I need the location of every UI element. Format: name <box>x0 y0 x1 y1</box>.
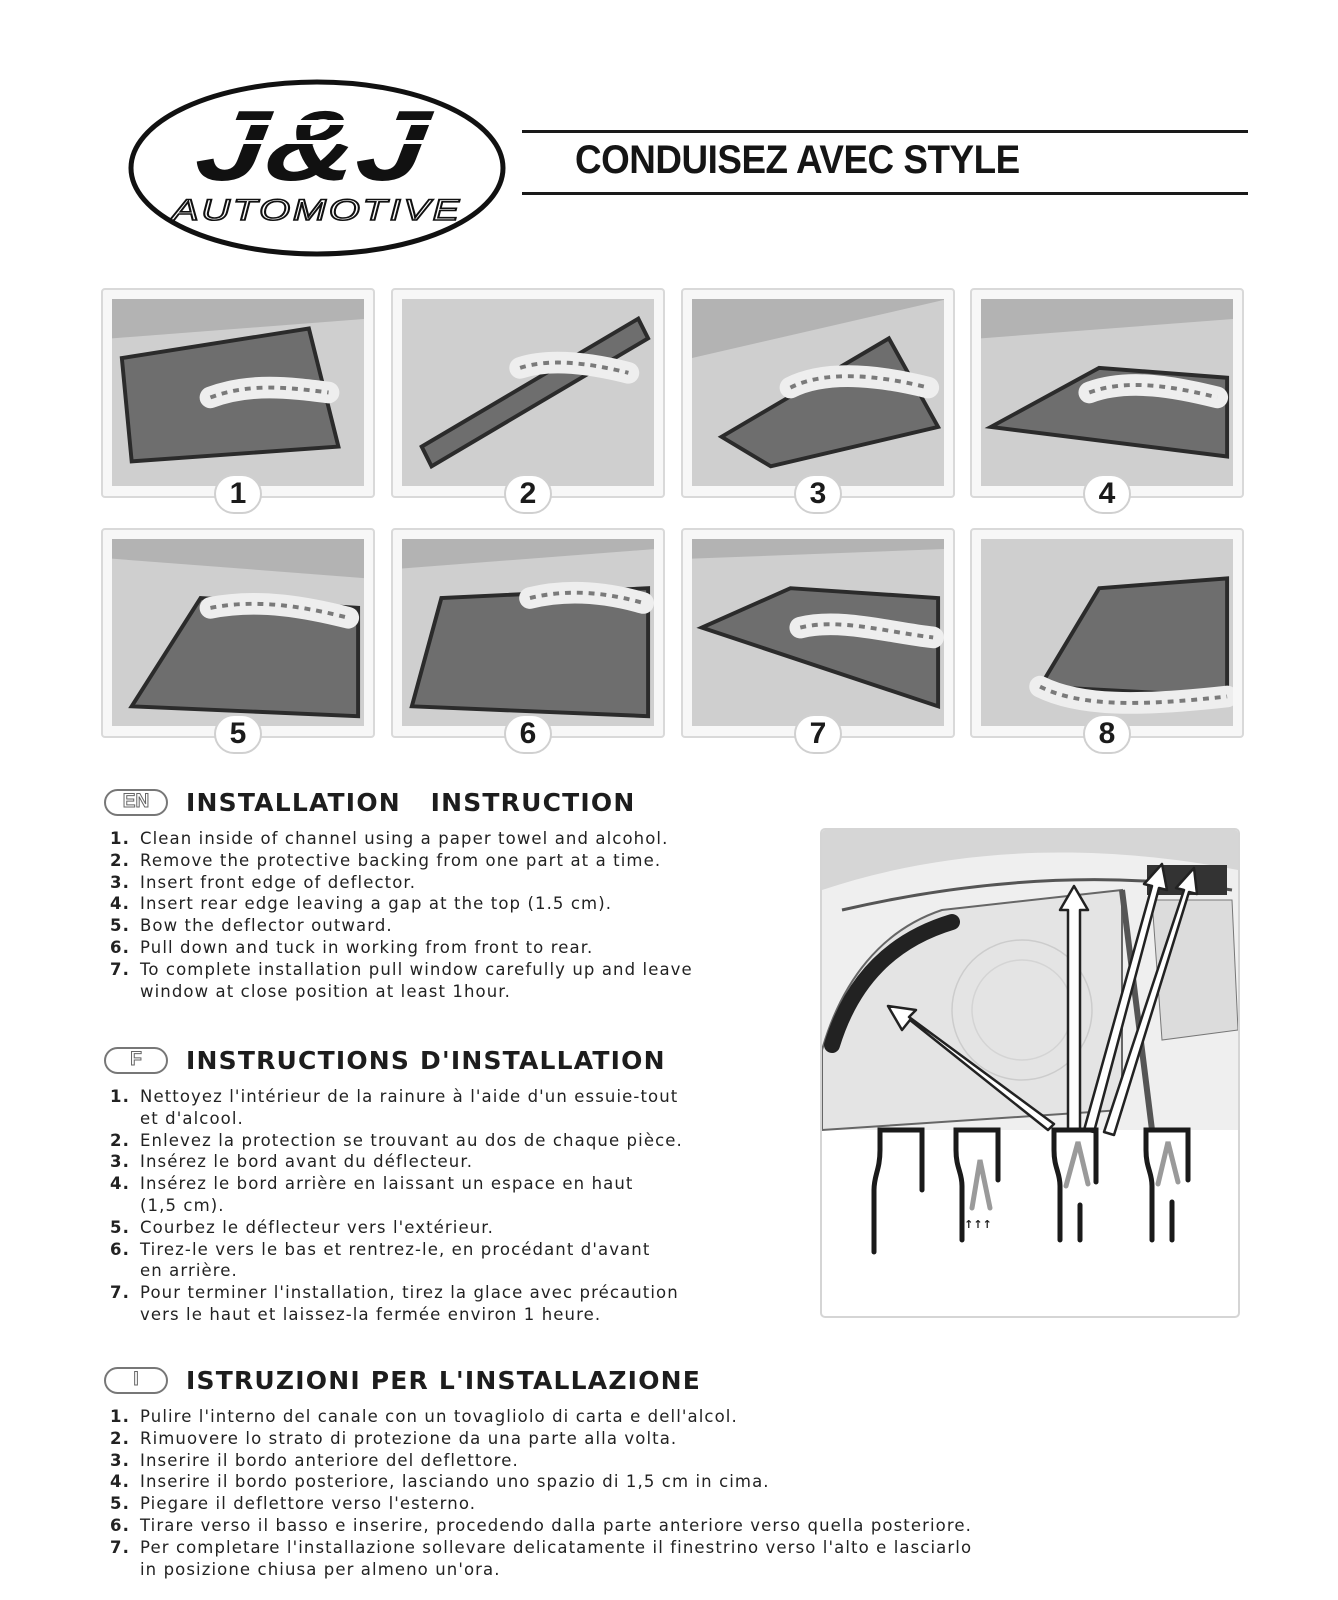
photo-clean-channel-icon <box>112 299 364 486</box>
step-number-badge: 4 <box>1083 474 1131 514</box>
section-title-fr: INSTRUCTIONS D'INSTALLATION <box>186 1045 666 1075</box>
step-number-badge: 2 <box>504 474 552 514</box>
step-item <box>110 1151 683 1173</box>
step-text: Insert front edge of deflector. <box>140 872 417 892</box>
step-number-badge: 1 <box>214 474 262 514</box>
step-text: Inserire il bordo anteriore del deflettore. <box>140 1450 519 1470</box>
step-text: Bow the deflector outward. <box>140 916 393 936</box>
diagram-drawing <box>822 830 1238 1316</box>
step-photo-1 <box>101 288 375 510</box>
section-english <box>104 784 693 1002</box>
step-number-badge: 6 <box>504 714 552 754</box>
step-number: 4. <box>110 1174 130 1194</box>
section-french <box>104 1042 683 1326</box>
step-item <box>110 893 693 915</box>
step-item <box>110 1537 972 1581</box>
step-item <box>110 1428 972 1450</box>
step-item <box>110 1086 683 1130</box>
step-number: 6. <box>110 1239 130 1259</box>
step-number: 3. <box>110 1152 130 1172</box>
step-text: Per completare l'installazione sollevare delicatamente il finestrino verso l'alto e lasciarlo in posizione chiusa per almeno un'ora. <box>140 1537 973 1579</box>
step-number: 7. <box>110 959 130 979</box>
photo-remove-backing-icon <box>402 299 654 486</box>
step-text: Clean inside of channel using a paper towel and alcohol. <box>140 829 669 848</box>
step-text: Enlevez la protection se trouvant au dos de chaque pièce. <box>140 1130 683 1150</box>
deflector-channel-diagram <box>820 828 1240 1318</box>
step-text: Tirare verso il basso e inserire, procedendo dalla parte anteriore verso quella posteriore. <box>140 1515 972 1535</box>
step-number: 2. <box>110 1428 130 1448</box>
photo-insert-rear-edge-icon <box>981 299 1233 486</box>
step-item <box>110 1493 972 1515</box>
step-text: Insérez le bord avant du déflecteur. <box>140 1152 474 1172</box>
step-photo-2 <box>391 288 665 510</box>
header-rule-top <box>522 130 1248 133</box>
header-rule-bottom <box>522 192 1248 195</box>
steps-list-fr <box>110 1086 683 1326</box>
step-number-badge: 7 <box>794 714 842 754</box>
step-number: 6. <box>110 1515 130 1535</box>
step-item <box>110 828 693 850</box>
diagram-push-arrows: ↑↑↑ <box>964 1218 992 1231</box>
step-item <box>110 1239 683 1283</box>
section-title-it: ISTRUZIONI PER L'INSTALLAZIONE <box>186 1365 702 1395</box>
step-photo-7 <box>681 528 955 750</box>
language-badge-it: I <box>104 1367 168 1394</box>
photo-finished-deflector-icon <box>981 539 1233 726</box>
photo-insert-front-edge-icon <box>692 299 944 486</box>
step-item <box>110 1406 972 1428</box>
step-text: Inserire il bordo posteriore, lasciando uno spazio di 1,5 cm in cima. <box>140 1472 770 1492</box>
logo-main-text: J&J <box>189 90 389 202</box>
step-number: 3. <box>110 872 130 892</box>
step-number-badge: 3 <box>794 474 842 514</box>
step-item <box>110 872 693 894</box>
step-photo-8 <box>970 528 1244 750</box>
section-italian <box>104 1362 972 1580</box>
photo-pull-down-tuck-icon <box>402 539 654 726</box>
step-photo-4 <box>970 288 1244 510</box>
step-item <box>110 1217 683 1239</box>
tagline: CONDUISEZ AVEC STYLE <box>575 138 1020 182</box>
step-item <box>110 915 693 937</box>
language-badge-fr: F <box>104 1047 168 1074</box>
step-photo-5 <box>101 528 375 750</box>
step-text: Insert rear edge leaving a gap at the top (1.5 cm). <box>140 894 613 914</box>
jj-automotive-logo <box>126 78 508 258</box>
step-number: 3. <box>110 1450 130 1470</box>
step-photo-3 <box>681 288 955 510</box>
step-number: 7. <box>110 1537 130 1557</box>
section-title-en: INSTALLATION INSTRUCTION <box>186 787 636 817</box>
step-text: To complete installation pull window carefully up and leave window at close position at least 1hour. <box>140 959 693 1001</box>
photo-bow-deflector-icon <box>112 539 364 726</box>
step-number: 5. <box>110 1217 130 1237</box>
step-item <box>110 1173 683 1217</box>
step-number: 5. <box>110 916 130 936</box>
step-item <box>110 1471 972 1493</box>
step-number: 4. <box>110 894 130 914</box>
step-item <box>110 850 693 872</box>
step-number: 2. <box>110 1130 130 1150</box>
step-text: Pulire l'interno del canale con un tovagliolo di carta e dell'alcol. <box>140 1407 738 1426</box>
step-item <box>110 1130 683 1152</box>
step-number-badge: 5 <box>214 714 262 754</box>
step-text: Nettoyez l'intérieur de la rainure à l'aide d'un essuie-tout et d'alcool. <box>140 1087 679 1128</box>
step-number: 4. <box>110 1472 130 1492</box>
step-text: Remove the protective backing from one part at a time. <box>140 850 662 870</box>
photo-close-window-icon <box>692 539 944 726</box>
step-text: Insérez le bord arrière en laissant un espace en haut (1,5 cm). <box>140 1174 634 1215</box>
steps-list-it <box>110 1406 972 1580</box>
steps-list-en <box>110 828 693 1002</box>
language-badge-en: EN <box>104 789 168 816</box>
step-photo-6 <box>391 528 665 750</box>
step-number: 6. <box>110 937 130 957</box>
step-number-badge: 8 <box>1083 714 1131 754</box>
step-number: 1. <box>110 829 130 848</box>
step-text: Tirez-le vers le bas et rentrez-le, en procédant d'avant en arrière. <box>140 1239 651 1281</box>
step-item <box>110 1515 972 1537</box>
step-item <box>110 1450 972 1472</box>
step-item <box>110 1282 683 1326</box>
step-text: Pour terminer l'installation, tirez la glace avec précaution vers le haut et laissez-la fermée environ 1 heure. <box>140 1283 679 1324</box>
step-number: 1. <box>110 1087 130 1106</box>
step-number: 7. <box>110 1283 130 1303</box>
step-item <box>110 959 693 1003</box>
step-text: Piegare il deflettore verso l'esterno. <box>140 1494 477 1514</box>
step-number: 1. <box>110 1407 130 1426</box>
step-text: Rimuovere lo strato di protezione da una parte alla volta. <box>140 1428 678 1448</box>
step-text: Pull down and tuck in working from front to rear. <box>140 937 594 957</box>
logo-sub-text: AUTOMOTIVE <box>169 194 462 227</box>
step-number: 2. <box>110 850 130 870</box>
step-text: Courbez le déflecteur vers l'extérieur. <box>140 1217 495 1237</box>
step-item <box>110 937 693 959</box>
step-number: 5. <box>110 1494 130 1514</box>
